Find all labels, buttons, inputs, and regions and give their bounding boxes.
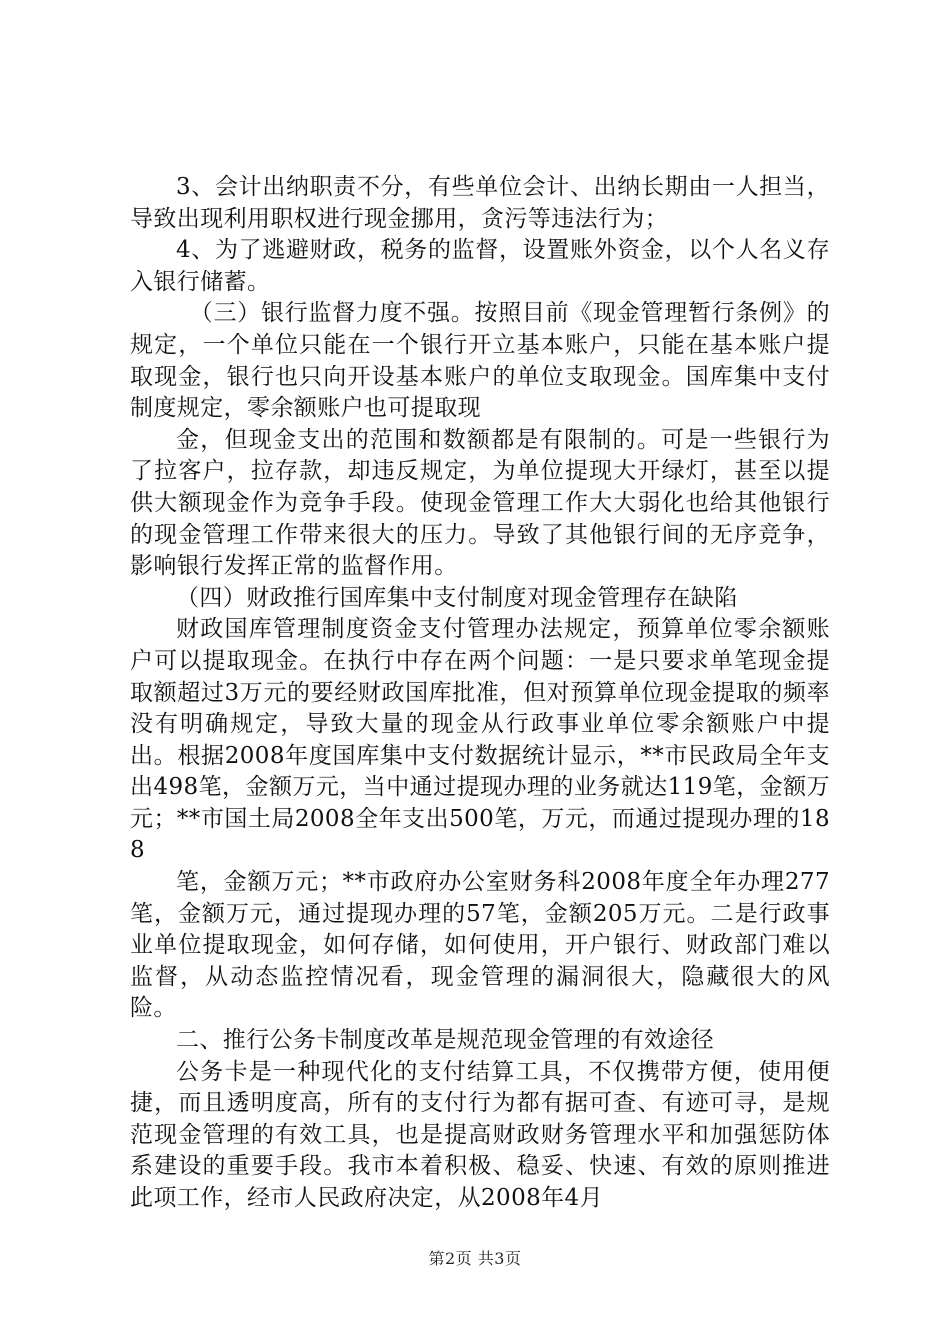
paragraph-item-4: 4、为了逃避财政，税务的监督，设置账外资金，以个人名义存入银行储蓄。 [130, 237, 830, 295]
paragraph-continuation-cash: 金，但现金支出的范围和数额都是有限制的。可是一些银行为了拉客户，拉存款，却违反规定，为单位提现大开绿灯，甚至以提供大额现金作为竞争手段。使现金管理工作大大弱化也给其他银行的现金管理工作带来很大的压力。导致了其他银行间的无序竞争，影响银行发挥正常的监督作用。 [130, 426, 830, 580]
page-number-footer: 第2页 共3页 [428, 1249, 522, 1268]
paragraph-item-3: 3、会计出纳职责不分，有些单位会计、出纳长期由一人担当，导致出现利用职权进行现金挪用，贪污等违法行为； [130, 174, 830, 232]
paragraph-official-card: 公务卡是一种现代化的支付结算工具，不仅携带方便，使用便捷，而且透明度高，所有的支付行为都有据可查、有迹可寻，是规范现金管理的有效工具，也是提高财政财务管理水平和加强惩防体系建设的重要手段。我市本着积极、稳妥、快速、有效的原则推进此项工作，经市人民政府决定，从2008年4月 [130, 1058, 830, 1211]
section-three-paragraph: （三）银行监督力度不强。按照目前《现金管理暂行条例》的规定，一个单位只能在一个银行开立基本账户，只能在基本账户提取现金，银行也只向开设基本账户的单位支取现金。国库集中支付制度规定，零余额账户也可提取现 [130, 300, 830, 422]
document-body [130, 172, 830, 1215]
paragraph-treasury-rules: 财政国库管理制度资金支付管理办法规定，预算单位零余额账户可以提取现金。在执行中存在两个问题：一是只要求单笔现金提取额超过3万元的要经财政国库批准，但对预算单位现金提取的频率没有明确规定，导致大量的现金从行政事业单位零余额账户中提出。根据2008年度国库集中支付数据统计显示，**市民政局全年支出498笔，金额万元，当中通过提现办理的业务就达119笔，金额万元；**市国土局2008全年支出500笔，万元，而通过提现办理的188 [130, 616, 830, 864]
section-two-heading: 二、推行公务卡制度改革是规范现金管理的有效途径 [176, 1027, 715, 1054]
paragraph-continuation-statistics: 笔，金额万元；**市政府办公室财务科2008年度全年办理277笔，金额万元，通过提现办理的57笔，金额205万元。二是行政事业单位提取现金，如何存储，如何使用，开户银行、财政部门难以监督，从动态监控情况看，现金管理的漏洞很大，隐藏很大的风险。 [130, 869, 830, 1022]
section-four-heading: （四）财政推行国库集中支付制度对现金管理存在缺陷 [176, 584, 738, 611]
